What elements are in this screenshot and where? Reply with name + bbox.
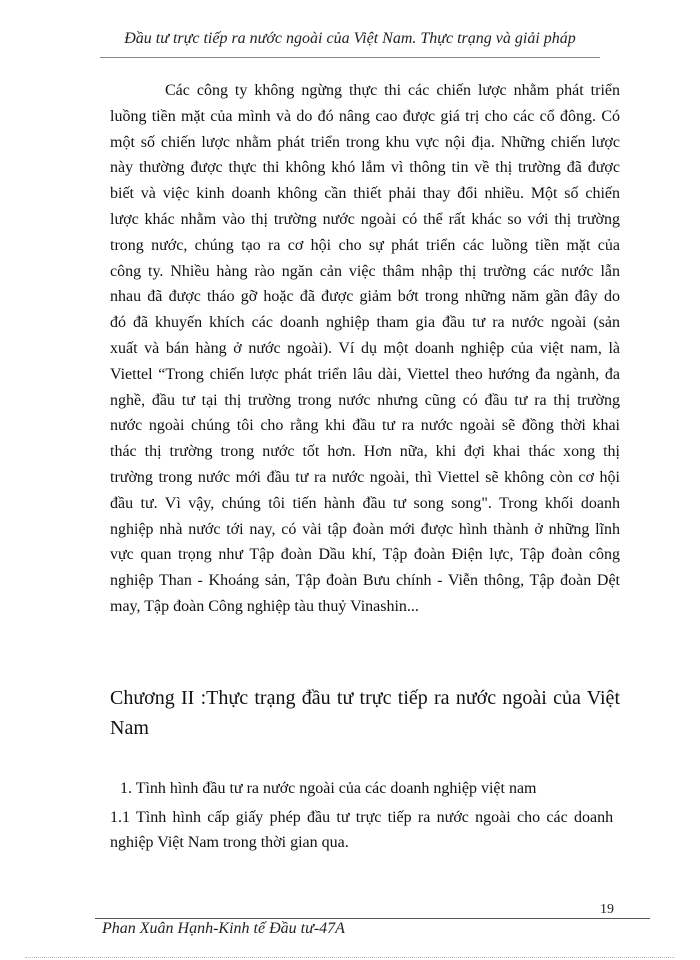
paragraph-line: Các công ty không ngừng thực thi các chiến lược nhằm phát triển xyxy=(165,82,620,99)
paragraph-line: một số chiến lược nhằm phát triển trong khu vực nội địa. Những chiến lược xyxy=(110,133,620,151)
paragraph-line: nghiệp Than - Khoáng sản, Tập đoàn Bưu chính - Viễn thông, Tập đoàn Dệt xyxy=(110,572,620,590)
paragraph-line: biết và việc kinh doanh không cần thiết phải thay đổi nhiều. Một số chiến xyxy=(110,185,620,203)
chapter-heading-line: Chương II :Thực trạng đầu tư trực tiếp ra nước ngoài của Việt xyxy=(110,687,620,709)
header-rule xyxy=(100,57,600,58)
paragraph-line: này thường được thực thi không khó lắm vì thông tin về thị trường đã được xyxy=(110,159,620,177)
paragraph-line: nghiệp nhà nước tới nay, có vài tập đoàn mới được hình thành ở những lĩnh xyxy=(110,520,620,538)
section-headings xyxy=(110,776,620,855)
running-footer: Phan Xuân Hạnh-Kinh tế Đầu tư-47A xyxy=(102,920,345,937)
paragraph-line: trong nước, chúng tạo ra cơ hội cho sự phát triển các luồng tiền mặt của xyxy=(110,236,620,254)
paragraph-line: thác thị trường trong nước tốt hơn. Hơn nữa, khi đợi khai thác xong thị xyxy=(110,443,620,461)
paragraph-line: đó đã khuyến khích các doanh nghiệp tham gia đầu tư ra nước ngoài (sản xyxy=(110,314,620,332)
paragraph-line: lược khác nhằm vào thị trường nước ngoài có thể rất khác so với thị trường xyxy=(110,210,620,228)
paragraph-line: đầu tư. Vì vậy, chúng tôi tiến hành đầu tư song song". Trong khối doanh xyxy=(110,494,620,512)
paragraph-line: nước ngoài chúng tôi cho rằng khi đầu tư ra nước ngoài sẽ đồng thời khai xyxy=(110,417,620,435)
page-edge-divider xyxy=(25,957,675,958)
subsection-heading: 1.1 Tình hình cấp giấy phép đầu tư trực tiếp ra nước ngoài cho các doanh xyxy=(110,809,614,826)
paragraph-line: trường trong nước mới đầu tư ra nước ngoài, thì Viettel sẽ không còn cơ hội xyxy=(110,468,620,486)
running-header: Đầu tư trực tiếp ra nước ngoài của Việt Nam. Thực trạng và giải pháp xyxy=(124,30,576,47)
chapter-heading-line: Nam xyxy=(110,717,149,739)
paragraph-line: vực quan trọng như Tập đoàn Dầu khí, Tập đoàn Điện lực, Tập đoàn công xyxy=(110,546,620,564)
chapter-heading xyxy=(110,683,620,743)
subsection-heading-continued: nghiệp Việt Nam trong thời gian qua. xyxy=(110,834,349,851)
paragraph-line: luồng tiền mặt của mình và do đó nâng cao được giá trị cho các cổ đông. Có xyxy=(110,107,620,125)
paragraph-line: nghề, đầu tư tại thị trường trong nước nhưng cũng có đầu tư ra thị trường xyxy=(110,391,620,409)
footer-rule xyxy=(95,918,650,919)
paragraph-line: may, Tập đoàn Công nghiệp tàu thuỷ Vinashin... xyxy=(110,597,419,615)
section-heading: 1. Tình hình đầu tư ra nước ngoài của các doanh nghiệp việt nam xyxy=(120,780,537,797)
paragraph-line: nhau đã được tháo gỡ hoặc đã được giảm bớt trong những năm gần đây do xyxy=(110,288,620,306)
paragraph-line: xuất và bán hàng ở nước ngoài). Ví dụ một doanh nghiệp của việt nam, là xyxy=(110,339,620,357)
page-number: 19 xyxy=(600,902,614,917)
paragraph-line: Viettel “Trong chiến lược phát triển lâu dài, Viettel theo hướng đa ngành, đa xyxy=(110,365,620,383)
body-paragraph xyxy=(110,78,620,620)
paragraph-line: công ty. Nhiều hàng rào ngăn cản việc thâm nhập thị trường các nước lẫn xyxy=(110,262,620,280)
